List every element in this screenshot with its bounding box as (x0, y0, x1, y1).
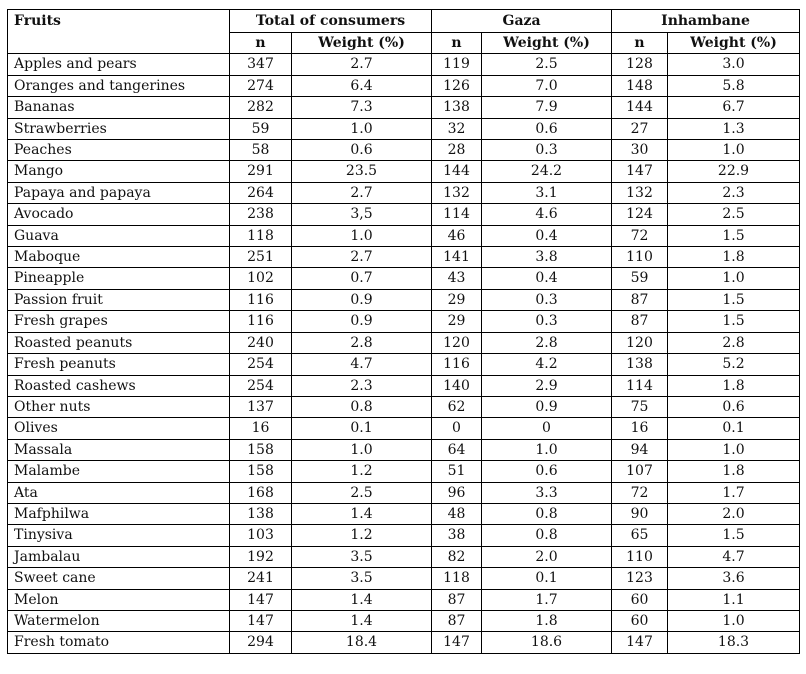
gaza-weight-cell: 0.6 (482, 461, 612, 482)
inhambane-n-cell: 132 (612, 182, 668, 203)
fruit-name-cell: Malambe (8, 461, 230, 482)
total-weight-cell: 1.2 (292, 525, 432, 546)
inhambane-weight-cell: 4.7 (668, 546, 800, 567)
inhambane-n-cell: 147 (612, 632, 668, 653)
inhambane-n-cell: 114 (612, 375, 668, 396)
fruit-name-cell: Fresh peanuts (8, 354, 230, 375)
table-row (8, 204, 800, 225)
fruit-name-cell: Jambalau (8, 546, 230, 567)
gaza-weight-cell: 1.7 (482, 589, 612, 610)
inhambane-n-cell: 65 (612, 525, 668, 546)
inhambane-n-cell: 120 (612, 332, 668, 353)
inhambane-n-cell: 138 (612, 354, 668, 375)
total-weight-cell: 3.5 (292, 546, 432, 567)
inhambane-weight-cell: 1.0 (668, 610, 800, 631)
total-weight-cell: 3.5 (292, 568, 432, 589)
gaza-weight-cell: 0 (482, 418, 612, 439)
fruit-name-cell: Strawberries (8, 118, 230, 139)
gaza-n-cell: 29 (432, 289, 482, 310)
inhambane-weight-cell: 1.0 (668, 439, 800, 460)
inhambane-n-cell: 60 (612, 610, 668, 631)
gaza-n-cell: 132 (432, 182, 482, 203)
inhambane-n-cell: 30 (612, 140, 668, 161)
gaza-n-cell: 116 (432, 354, 482, 375)
inhambane-weight-cell: 1.1 (668, 589, 800, 610)
total-n-cell: 251 (230, 247, 292, 268)
gaza-n-cell: 62 (432, 396, 482, 417)
fruit-name-cell: Mango (8, 161, 230, 182)
gaza-weight-cell: 3.3 (482, 482, 612, 503)
total-n-cell: 137 (230, 396, 292, 417)
gaza-weight-cell: 0.9 (482, 396, 612, 417)
inhambane-n-cell: 110 (612, 247, 668, 268)
inhambane-n-cell: 90 (612, 503, 668, 524)
total-weight-cell: 0.9 (292, 289, 432, 310)
inhambane-n-cell: 87 (612, 311, 668, 332)
table-row (8, 354, 800, 375)
inhambane-n-cell: 59 (612, 268, 668, 289)
total-weight-cell: 6.4 (292, 75, 432, 96)
total-weight-cell: 1.0 (292, 439, 432, 460)
table-row (8, 289, 800, 310)
fruit-name-cell: Fresh tomato (8, 632, 230, 653)
total-n-cell: 102 (230, 268, 292, 289)
inhambane-weight-cell: 6.7 (668, 97, 800, 118)
gaza-n-cell: 141 (432, 247, 482, 268)
total-n-cell: 264 (230, 182, 292, 203)
gaza-n-cell: 29 (432, 311, 482, 332)
fruit-name-cell: Olives (8, 418, 230, 439)
table-row (8, 268, 800, 289)
inhambane-weight-cell: 1.8 (668, 375, 800, 396)
total-weight-cell: 1.2 (292, 461, 432, 482)
fruit-name-cell: Guava (8, 225, 230, 246)
fruit-name-cell: Ata (8, 482, 230, 503)
gaza-n-cell: 96 (432, 482, 482, 503)
gaza-weight-cell: 1.8 (482, 610, 612, 631)
gaza-weight-cell: 2.8 (482, 332, 612, 353)
gaza-n-cell: 38 (432, 525, 482, 546)
total-weight-cell: 3,5 (292, 204, 432, 225)
total-n-cell: 16 (230, 418, 292, 439)
table-row (8, 418, 800, 439)
total-n-cell: 59 (230, 118, 292, 139)
gaza-weight-cell: 18.6 (482, 632, 612, 653)
total-weight-cell: 18.4 (292, 632, 432, 653)
total-weight-cell: 2.3 (292, 375, 432, 396)
gaza-weight-cell: 7.0 (482, 75, 612, 96)
total-weight-cell: 0.7 (292, 268, 432, 289)
total-n-header: n (230, 33, 292, 54)
table-row (8, 118, 800, 139)
inhambane-weight-cell: 2.8 (668, 332, 800, 353)
table-row (8, 546, 800, 567)
inhambane-weight-cell: 3.6 (668, 568, 800, 589)
gaza-n-cell: 126 (432, 75, 482, 96)
inhambane-weight-cell: 1.0 (668, 268, 800, 289)
total-n-cell: 282 (230, 97, 292, 118)
total-weight-cell: 1.4 (292, 589, 432, 610)
total-weight-cell: 2.7 (292, 182, 432, 203)
gaza-n-cell: 144 (432, 161, 482, 182)
gaza-n-cell: 48 (432, 503, 482, 524)
total-n-cell: 116 (230, 311, 292, 332)
gaza-n-cell: 64 (432, 439, 482, 460)
gaza-weight-cell: 2.9 (482, 375, 612, 396)
total-n-cell: 116 (230, 289, 292, 310)
inhambane-n-cell: 147 (612, 161, 668, 182)
total-n-cell: 158 (230, 439, 292, 460)
fruit-name-cell: Fresh grapes (8, 311, 230, 332)
total-n-cell: 254 (230, 354, 292, 375)
inhambane-weight-cell: 5.2 (668, 354, 800, 375)
gaza-n-cell: 87 (432, 589, 482, 610)
total-weight-cell: 0.6 (292, 140, 432, 161)
total-n-cell: 147 (230, 610, 292, 631)
gaza-n-cell: 119 (432, 54, 482, 75)
total-n-cell: 192 (230, 546, 292, 567)
fruit-name-cell: Apples and pears (8, 54, 230, 75)
fruit-name-cell: Sweet cane (8, 568, 230, 589)
gaza-weight-cell: 0.6 (482, 118, 612, 139)
gaza-weight-cell: 7.9 (482, 97, 612, 118)
gaza-weight-cell: 0.3 (482, 140, 612, 161)
total-weight-cell: 2.8 (292, 332, 432, 353)
total-weight-cell: 23.5 (292, 161, 432, 182)
table-row (8, 54, 800, 75)
table-row (8, 225, 800, 246)
total-weight-cell: 1.0 (292, 118, 432, 139)
table-row (8, 482, 800, 503)
gaza-weight-cell: 3.8 (482, 247, 612, 268)
gaza-n-cell: 138 (432, 97, 482, 118)
fruit-name-cell: Maboque (8, 247, 230, 268)
fruit-name-cell: Passion fruit (8, 289, 230, 310)
total-weight-cell: 7.3 (292, 97, 432, 118)
fruit-name-cell: Massala (8, 439, 230, 460)
total-n-cell: 58 (230, 140, 292, 161)
total-weight-cell: 2.7 (292, 247, 432, 268)
table-row (8, 140, 800, 161)
table-row (8, 503, 800, 524)
inhambane-weight-cell: 1.5 (668, 225, 800, 246)
inhambane-n-cell: 72 (612, 225, 668, 246)
gaza-n-cell: 147 (432, 632, 482, 653)
total-n-cell: 168 (230, 482, 292, 503)
fruit-name-cell: Peaches (8, 140, 230, 161)
inhambane-n-cell: 87 (612, 289, 668, 310)
total-n-cell: 138 (230, 503, 292, 524)
fruit-name-cell: Pineapple (8, 268, 230, 289)
inhambane-n-cell: 110 (612, 546, 668, 567)
gaza-weight-cell: 0.1 (482, 568, 612, 589)
total-n-cell: 158 (230, 461, 292, 482)
inhambane-weight-cell: 1.8 (668, 461, 800, 482)
table-row (8, 396, 800, 417)
inhambane-n-cell: 128 (612, 54, 668, 75)
inhambane-weight-cell: 0.6 (668, 396, 800, 417)
gaza-weight-cell: 4.2 (482, 354, 612, 375)
gaza-n-cell: 114 (432, 204, 482, 225)
gaza-weight-cell: 0.4 (482, 225, 612, 246)
total-n-cell: 147 (230, 589, 292, 610)
total-n-cell: 238 (230, 204, 292, 225)
table-row (8, 97, 800, 118)
inhambane-weight-cell: 1.7 (668, 482, 800, 503)
inhambane-weight-cell: 0.1 (668, 418, 800, 439)
inhambane-n-cell: 107 (612, 461, 668, 482)
gaza-header: Gaza (432, 10, 612, 33)
total-n-cell: 254 (230, 375, 292, 396)
header-group-row (8, 10, 800, 33)
gaza-weight-cell: 0.8 (482, 525, 612, 546)
gaza-n-cell: 28 (432, 140, 482, 161)
fruit-name-cell: Mafphilwa (8, 503, 230, 524)
table-row (8, 610, 800, 631)
table-row (8, 568, 800, 589)
inhambane-weight-cell: 2.0 (668, 503, 800, 524)
inhambane-weight-cell: 1.5 (668, 311, 800, 332)
fruit-name-cell: Watermelon (8, 610, 230, 631)
table-row (8, 461, 800, 482)
inhambane-weight-cell: 18.3 (668, 632, 800, 653)
gaza-n-cell: 120 (432, 332, 482, 353)
total-n-cell: 347 (230, 54, 292, 75)
table-row (8, 375, 800, 396)
table-row (8, 247, 800, 268)
total-consumers-header: Total of consumers (230, 10, 432, 33)
table-body (8, 54, 800, 653)
inhambane-n-cell: 16 (612, 418, 668, 439)
inhambane-n-cell: 60 (612, 589, 668, 610)
inhambane-weight-cell: 22.9 (668, 161, 800, 182)
gaza-n-cell: 32 (432, 118, 482, 139)
gaza-n-header: n (432, 33, 482, 54)
inhambane-n-cell: 123 (612, 568, 668, 589)
table-row (8, 525, 800, 546)
fruit-name-cell: Oranges and tangerines (8, 75, 230, 96)
gaza-weight-cell: 0.4 (482, 268, 612, 289)
inhambane-weight-cell: 1.3 (668, 118, 800, 139)
gaza-weight-cell: 1.0 (482, 439, 612, 460)
inhambane-weight-cell: 1.0 (668, 140, 800, 161)
fruit-consumption-table (7, 9, 800, 654)
total-n-cell: 274 (230, 75, 292, 96)
fruit-name-cell: Roasted cashews (8, 375, 230, 396)
total-weight-cell: 4.7 (292, 354, 432, 375)
gaza-weight-cell: 0.8 (482, 503, 612, 524)
fruit-name-cell: Bananas (8, 97, 230, 118)
total-weight-cell: 1.0 (292, 225, 432, 246)
inhambane-weight-header: Weight (%) (668, 33, 800, 54)
inhambane-header: Inhambane (612, 10, 800, 33)
total-n-cell: 291 (230, 161, 292, 182)
gaza-n-cell: 0 (432, 418, 482, 439)
inhambane-weight-cell: 2.5 (668, 204, 800, 225)
gaza-weight-cell: 0.3 (482, 289, 612, 310)
gaza-n-cell: 46 (432, 225, 482, 246)
total-weight-cell: 1.4 (292, 610, 432, 631)
inhambane-n-cell: 124 (612, 204, 668, 225)
inhambane-n-cell: 144 (612, 97, 668, 118)
fruit-name-cell: Roasted peanuts (8, 332, 230, 353)
table-row (8, 182, 800, 203)
gaza-weight-cell: 4.6 (482, 204, 612, 225)
inhambane-weight-cell: 3.0 (668, 54, 800, 75)
total-n-cell: 118 (230, 225, 292, 246)
gaza-n-cell: 140 (432, 375, 482, 396)
inhambane-n-cell: 72 (612, 482, 668, 503)
fruit-name-cell: Other nuts (8, 396, 230, 417)
total-weight-header: Weight (%) (292, 33, 432, 54)
table-row (8, 632, 800, 653)
total-n-cell: 294 (230, 632, 292, 653)
inhambane-weight-cell: 2.3 (668, 182, 800, 203)
gaza-n-cell: 82 (432, 546, 482, 567)
inhambane-n-cell: 94 (612, 439, 668, 460)
table-row (8, 75, 800, 96)
table-row (8, 589, 800, 610)
total-n-cell: 241 (230, 568, 292, 589)
table-row (8, 311, 800, 332)
inhambane-n-cell: 148 (612, 75, 668, 96)
total-weight-cell: 1.4 (292, 503, 432, 524)
fruit-name-cell: Papaya and papaya (8, 182, 230, 203)
fruits-column-header: Fruits (8, 10, 230, 54)
total-weight-cell: 0.9 (292, 311, 432, 332)
gaza-weight-header: Weight (%) (482, 33, 612, 54)
gaza-weight-cell: 3.1 (482, 182, 612, 203)
fruit-name-cell: Melon (8, 589, 230, 610)
table-row (8, 332, 800, 353)
total-weight-cell: 2.5 (292, 482, 432, 503)
gaza-n-cell: 51 (432, 461, 482, 482)
gaza-n-cell: 43 (432, 268, 482, 289)
inhambane-n-cell: 27 (612, 118, 668, 139)
total-n-cell: 103 (230, 525, 292, 546)
gaza-n-cell: 118 (432, 568, 482, 589)
gaza-weight-cell: 24.2 (482, 161, 612, 182)
inhambane-weight-cell: 5.8 (668, 75, 800, 96)
inhambane-n-cell: 75 (612, 396, 668, 417)
inhambane-weight-cell: 1.8 (668, 247, 800, 268)
gaza-n-cell: 87 (432, 610, 482, 631)
total-weight-cell: 2.7 (292, 54, 432, 75)
inhambane-n-header: n (612, 33, 668, 54)
total-weight-cell: 0.8 (292, 396, 432, 417)
fruit-name-cell: Tinysiva (8, 525, 230, 546)
inhambane-weight-cell: 1.5 (668, 289, 800, 310)
table-row (8, 439, 800, 460)
gaza-weight-cell: 2.5 (482, 54, 612, 75)
fruit-name-cell: Avocado (8, 204, 230, 225)
total-n-cell: 240 (230, 332, 292, 353)
gaza-weight-cell: 0.3 (482, 311, 612, 332)
inhambane-weight-cell: 1.5 (668, 525, 800, 546)
table-row (8, 161, 800, 182)
total-weight-cell: 0.1 (292, 418, 432, 439)
gaza-weight-cell: 2.0 (482, 546, 612, 567)
